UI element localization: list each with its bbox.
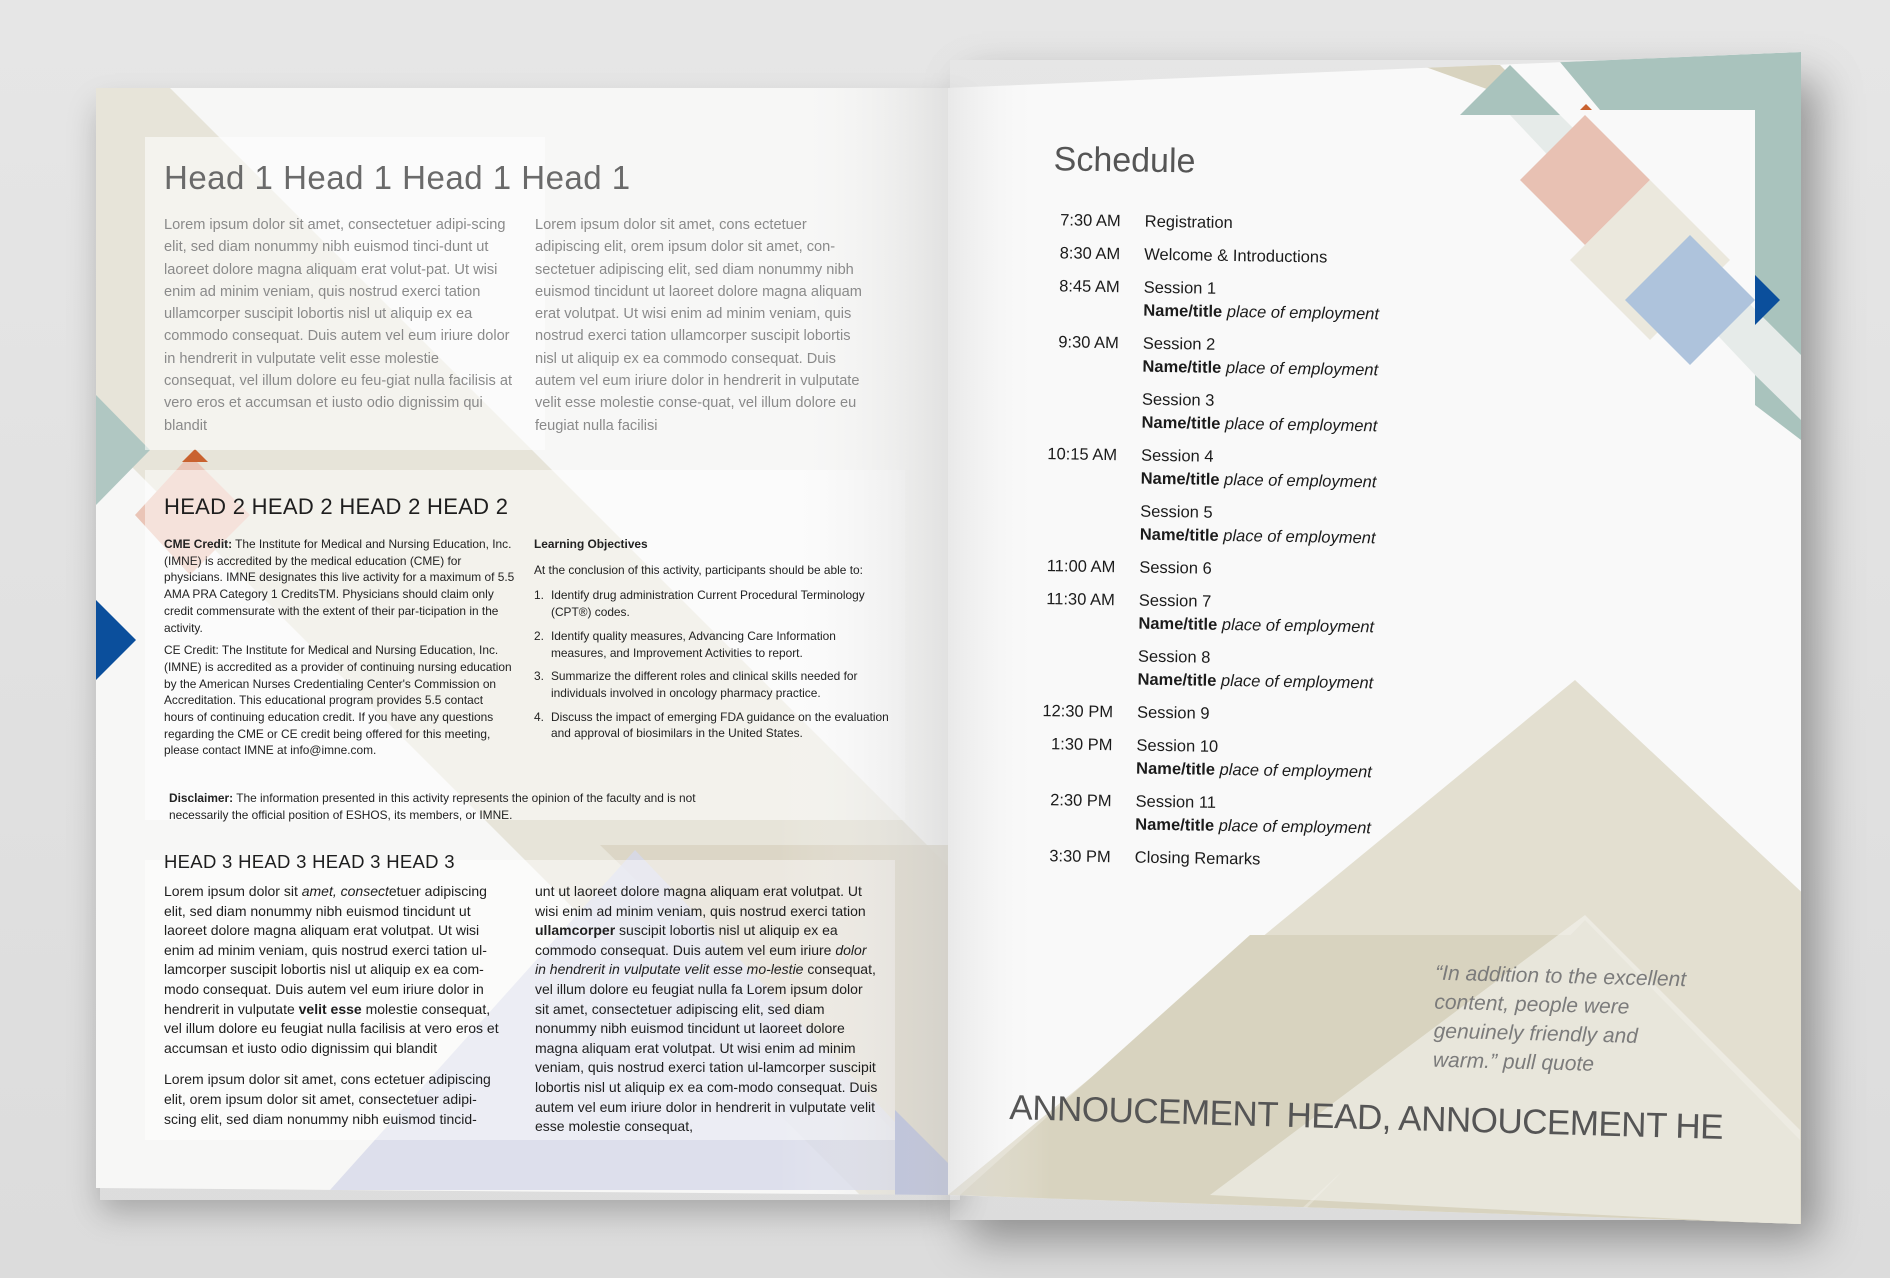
head-1: Head 1 Head 1 Head 1 Head 1 (164, 159, 631, 196)
right-page-content (1028, 140, 1381, 883)
credits-column (164, 536, 516, 765)
schedule-session-title: Session 6 (1139, 558, 1212, 578)
pull-quote: “In addition to the excellent content, people were genuinely friendly and warm.” pull quote (1432, 961, 1687, 1076)
schedule-row (1037, 275, 1379, 326)
cme-label: CME Credit: (164, 537, 233, 551)
schedule-row (1035, 387, 1377, 438)
schedule-time: 11:30 AM (1046, 590, 1115, 610)
schedule-row (1035, 443, 1377, 494)
schedule-session-title: Session 4 (1140, 446, 1214, 466)
schedule-session-title: Session 3 (1141, 390, 1215, 410)
schedule-time: 9:30 AM (1058, 333, 1119, 353)
ce-credit: CE Credit: The Institute for Medical and Nursing Education, Inc. (IMNE) is accredited as a provider of continuing nursing education by the American Nurses Credentialing Center's Commission on Accreditation. This educational program provides 5.5 contact hours of continuing education credit. If you have any questions regarding the CME or CE credit being offered for this meeting, please contact IMNE at info@imne.com. (164, 643, 512, 758)
schedule-row (1034, 499, 1376, 550)
schedule-session-title: Session 2 (1142, 334, 1216, 354)
schedule-session-title: Session 1 (1143, 278, 1217, 298)
schedule-session-title: Session 10 (1136, 736, 1219, 756)
schedule-session-title: Session 11 (1135, 792, 1217, 812)
intro-column-1: Lorem ipsum dolor sit amet, consectetuer adipi-scing elit, sed diam nonummy nibh euismod tinci-dunt ut laoreet dolore magna aliquam erat volut-pat. Ut wisi enim ad minim veniam, quis nostrud exerci tation ullamcorper suscipit lobortis nisl ut aliquip ex ea commodo consequat. Duis autem vel eum iriure dolor in hendrerit in vulputate velit esse molestie consequat, vel illum dolore eu feu-giat nulla facilisis at vero eros et accumsan et iusto odio dignissim qui blandit (164, 217, 513, 434)
schedule-speaker: Name/title place of employment (1143, 301, 1380, 324)
schedule-time (1034, 499, 1141, 547)
body3-column-2 (535, 882, 880, 1149)
body3-paragraph-2: Lorem ipsum dolor sit amet, cons ectetuer adipiscing elit, orem ipsum dolor sit amet, consectetuer adipi-scing elit, sed diam nonummy nibh euismod tincid- (164, 1071, 491, 1127)
objective-item: 4. Discuss the impact of emerging FDA guidance on the evaluation and approval of biosimilars in the United States. (534, 709, 889, 741)
schedule-session-title: Session 5 (1140, 502, 1213, 522)
objective-item: 1. Identify drug administration Current Procedural Terminology (CPT®) codes. (534, 588, 865, 620)
schedule-row (1030, 733, 1372, 784)
head-2: HEAD 2 HEAD 2 HEAD 2 HEAD 2 (164, 494, 509, 519)
schedule-time: 10:15 AM (1047, 445, 1118, 465)
schedule-time (1035, 387, 1142, 435)
head-3: HEAD 3 HEAD 3 HEAD 3 HEAD 3 (164, 851, 455, 872)
schedule-speaker: Name/title place of employment (1140, 469, 1377, 492)
schedule-row (1032, 588, 1374, 639)
objectives-title: Learning Objectives (534, 537, 648, 551)
schedule-time: 12:30 PM (1042, 702, 1114, 722)
schedule-session-title: Closing Remarks (1134, 848, 1261, 869)
schedule-row (1038, 242, 1380, 270)
schedule-session-title: Session 9 (1136, 703, 1210, 723)
schedule-time: 2:30 PM (1050, 791, 1112, 811)
cme-text: The Institute for Medical and Nursing Education, Inc. (IMNE) is accredited by the medical education (CME) for physicians. IMNE designates this live activity for a maximum of 5.5 AMA PRA Category 1 CreditsTM. Physicians should claim only credit commensurate with the extent of their par-ticipation in the activity. (164, 537, 515, 635)
schedule-row (1031, 700, 1373, 728)
schedule-row (1033, 555, 1375, 583)
body3-paragraph-3: unt ut laoreet dolore magna aliquam erat volutpat. Ut wisi enim ad minim veniam, quis nostrud exerci tation ullamcorper suscipit lobortis nisl ut aliquip ex ea commodo consequat. Duis autem vel eum iriure dolor in hendrerit in vulputate velit esse mo-lestie consequat, vel illum dolore eu feugiat nulla fa Lorem ipsum dolor sit amet, consectetuer adipiscing elit, sed diam nonummy nibh euismod tincidunt ut laoreet dolore magna aliquam erat volutpat. Ut wisi enim ad minim veniam, quis nostrud exerci tation ul-lamcorper suscipit lobortis nisl ut aliquip ex ea com-modo consequat. Duis autem vel eum iriure dolor in hendrerit in vulputate velit esse molestie consequat, (535, 883, 878, 1135)
schedule-row (1031, 644, 1373, 695)
schedule-speaker: Name/title place of employment (1139, 525, 1376, 548)
schedule-speaker: Name/title place of employment (1135, 815, 1372, 838)
schedule-speaker: Name/title place of employment (1141, 413, 1378, 436)
disclaimer (169, 790, 729, 823)
schedule-time: 7:30 AM (1060, 211, 1121, 231)
announcement-head: ANNOUCEMENT HEAD, ANNOUCEMENT HE (1008, 1088, 1724, 1147)
body3-paragraph-1: Lorem ipsum dolor sit amet, consectetuer adipiscing elit, sed diam nonummy nibh euismod tincidunt ut laoreet dolore magna aliquam erat volutpat. Ut wisi enim ad minim veniam, quis nostrud exerci tation ul-lamcorper suscipit lobortis nisl ut aliquip ex ea com-modo consequat. Duis autem vel eum iriure dolor in hendrerit in vulputate velit esse molestie consequat, vel illum dolore eu feugiat nulla facilisis at vero eros et accumsan et iusto odio dignissim qui blandit (164, 883, 499, 1056)
schedule-row (1029, 789, 1371, 840)
schedule-speaker: Name/title place of employment (1137, 670, 1374, 693)
schedule-row (1029, 845, 1371, 873)
objective-item: 3. Summarize the different roles and clinical skills needed for individuals involved in oncology pharmacy practice. (534, 669, 858, 700)
disclaimer-text: The information presented in this activity represents the opinion of the faculty and is not necessarily the official position of ESHOS, its members, or IMNE. (169, 791, 696, 822)
intro-column-2: Lorem ipsum dolor sit amet, cons ectetuer adipiscing elit, orem ipsum dolor sit amet, con-sectetuer adipiscing elit, sed diam nonummy nibh euismod tincidunt ut laoreet dolore magna aliquam erat volutpat. Ut wisi enim ad minim veniam, quis nostrud exerci tation ullamcorper suscipit lobortis nisl ut aliquip ex ea commodo consequat. Duis autem vel eum iriure dolor in hendrerit in vulputate velit esse molestie conse-quat, vel illum dolore eu feugiat nulla facilisi (535, 217, 862, 434)
schedule-time: 8:45 AM (1059, 277, 1120, 297)
schedule-title: Schedule (1053, 140, 1196, 181)
schedule-row (1039, 209, 1381, 237)
schedule-time (1031, 644, 1138, 692)
objective-item: 2. Identify quality measures, Advancing Care Information measures, and Improvement Activities to report. (534, 628, 836, 660)
schedule-speaker: Name/title place of employment (1142, 357, 1379, 380)
schedule-session-title: Registration (1144, 212, 1233, 233)
learning-objectives (534, 536, 889, 749)
schedule-time: 1:30 PM (1050, 735, 1113, 755)
schedule-time: 3:30 PM (1049, 847, 1111, 867)
schedule-list (1029, 209, 1381, 873)
schedule-row (1036, 331, 1378, 382)
schedule-time: 11:00 AM (1046, 557, 1116, 577)
schedule-session-title: Session 7 (1138, 591, 1212, 611)
schedule-speaker: Name/title place of employment (1138, 614, 1375, 637)
disclaimer-label: Disclaimer: (169, 791, 234, 805)
cme-credit (164, 536, 516, 636)
schedule-session-title: Welcome & Introductions (1144, 245, 1328, 267)
schedule-session-title: Session 8 (1137, 647, 1211, 667)
body3-column-1 (164, 882, 509, 1141)
schedule-speaker: Name/title place of employment (1135, 759, 1372, 782)
objectives-list (534, 587, 889, 742)
schedule-time: 8:30 AM (1059, 244, 1121, 264)
objectives-intro: At the conclusion of this activity, participants should be able to: (534, 562, 863, 577)
